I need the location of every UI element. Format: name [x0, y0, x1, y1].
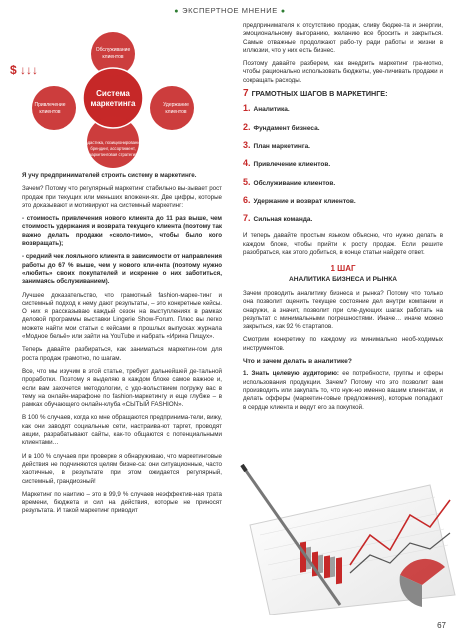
step-item: 7. Сильная команда.	[243, 213, 313, 224]
paragraph: Смотрим конкретику по каждому из минимально необ-ходимых инструментов.	[243, 336, 443, 352]
marketing-system-diagram	[4, 30, 222, 170]
step-item: 2. Фундамент бизнеса.	[243, 121, 320, 132]
right-label-2: клиентов	[165, 109, 187, 115]
step-item: 3. План маркетинга.	[243, 139, 310, 150]
steps-title-text: ГРАМОТНЫХ ШАГОВ В МАРКЕТИНГЕ:	[251, 89, 388, 99]
paragraph: Лучшее доказательство, что грамотный fashion-марке-тинг и системный подход к нему дают результаты, – это конкретные кейсы. О них я рассказываю каждый сезон на выступлениях в рамках деловой программы выставки Lingerie Show-Forum. Плюс вы легко можете найти мои статьи с кейсами в прошлых выпусках журнала «Модное бельё» или зайти на YouTube и набрать «Ирина Пищух».	[22, 291, 222, 341]
dollar-arrows-icon: $ ↓↓↓	[10, 63, 39, 77]
center-label-2: маркетинга	[90, 99, 136, 108]
section-header	[0, 6, 460, 15]
paragraph: Зачем? Потому что регулярный маркетинг стабильно вы-зывает рост продаж при текущих или меньших вложени-ях. Две цифры, которые это доказывают и мотивируют на системный маркетинг:	[22, 185, 222, 209]
top-label-1: Обслуживание	[95, 47, 131, 53]
section-title: ЭКСПЕРТНОЕ МНЕНИЕ	[182, 6, 278, 15]
center-label-1: Система	[96, 89, 130, 98]
analytics-charts-photo	[230, 455, 460, 615]
bullet-icon: ●	[280, 8, 286, 15]
steps-title	[243, 90, 443, 98]
right-column	[243, 22, 443, 417]
steps-number: 7	[243, 88, 249, 100]
step-item: 5. Обслуживание клиентов.	[243, 176, 336, 187]
paragraph: И в 100 % случаев при проверке я обнаруживаю, что маркетинговые действия не подчиняются целям бизне-са: они ситуационные, часто хаотичные, в результате при этом ожидается регулярный, системный, грандиозный!	[22, 452, 222, 485]
paragraph: 1. Знать целевую аудиторию: ее потребности, группы и сферы использования продукции. Зачем? Потому что это позволит вам производить или закупать то, что нуж-но именно вашим клиентам, и делать офферы (маркетин-говые предложения), которые попадают в сердце клиента и ведут его за покупкой.	[243, 370, 443, 411]
paragraph: Маркетинг по наитию – это в 99,9 % случаев неэффектив-ная трата времени, бюджета и сил на действия, которые не приносят результата. И такой маркетинг приводит	[22, 490, 222, 515]
paragraph: В 100 % случаев, когда ко мне обращаются предпринима-тели, вижу, как они заводят социальные сети, настраива-ют таргет, проводят акции, разрабатывают сайты, как-то общаются с потенциальными клиентами…	[22, 414, 222, 447]
question-heading: Что и зачем делать в аналитике?	[243, 358, 352, 366]
step-item: 4. Привлечение клиентов.	[243, 158, 331, 169]
section-subheading: АНАЛИТИКА БИЗНЕСА И РЫНКА	[288, 275, 398, 283]
bottom-label-2: брендинг, ассортимент,	[90, 146, 136, 151]
left-label-1: Привлечение	[34, 102, 66, 108]
paragraph: Поэтому давайте разберем, как внедрить маркетинг гра-мотно, чтобы рационально использовать бюджеты, уве-личивать продажи и сокращать расходы.	[243, 60, 443, 84]
bottom-label-3: маркетинговая стратегия	[88, 152, 138, 157]
paragraph: Зачем проводить аналитику бизнеса и рынка? Потому что только она позволит оценить текущее состояние дел внутри компании и снаружи, а значит, позволит при сле-дующих шагах работать на результат с минимальными погрешностями. Иначе… иначе можно закрыться, как 92 % стартапов.	[243, 289, 443, 331]
paragraph: - средний чек лояльного клиента в зависимости от направления работы до 67 % выше, чем у нового кли-ента (поэтому нужно «любить» своих покупателей и искренне о них заботиться, занимаясь обслуживанием).	[22, 253, 222, 286]
top-label-2: клиентов	[102, 54, 124, 60]
bottom-label-1: Кадастика, позиционирование,	[82, 140, 144, 145]
right-label-1: Удержание	[163, 102, 189, 108]
right-circle	[150, 86, 194, 130]
paragraph: - стоимость привлечения нового клиента до 11 раз выше, чем стоимость удержания и возврата текущего клиента (поэтому так важно делать продажи «сколо-тимо», чтобы было кого возвращать);	[22, 215, 222, 248]
bullet-icon: ●	[174, 8, 180, 15]
left-label-2: клиентов	[39, 109, 61, 115]
paragraph: предпринимателя к отсутствию продаж, сливу бюдже-та и энергии, эмоциональному выгоранию, желанию все бросить и закрыться. Самые отважные продолжают рабо-ту ради работы и жизни в иллюзии, что у них есть бизнес.	[243, 22, 443, 54]
page-number: 67	[437, 621, 446, 630]
paragraph: Теперь давайте разбираться, как заниматься маркетин-гом для роста продаж грамотно, по шагам.	[22, 346, 222, 362]
paragraph: Все, что мы изучим в этой статье, требует дальнейшей де-тальной проработки. Поэтому я выделяю в каждом блоке самое важное и, если вам захочется методологии, с удо-вольствием погружу вас в тему на онлайн-марафоне по fashion-маркетингу и еще глубже – в рамках обучающего онлайн-клуба «СЫТЫЙ FASHION».	[22, 367, 222, 409]
step-item: 6. Удержание и возврат клиентов.	[243, 194, 356, 205]
paragraph: Я учу предпринимателей строить систему в маркетинге.	[22, 172, 197, 179]
step-item: 1. Аналитика.	[243, 103, 290, 114]
left-column	[22, 172, 222, 521]
left-circle	[32, 86, 76, 130]
section-heading: 1 ШАГ	[330, 264, 356, 274]
paragraph: И теперь давайте простым языком объясню, что нужно делать в каждом блоке, чтобы прийти к росту продаж. Если решите разобраться, как этого добиться, в конце статьи найдете ответ.	[243, 232, 443, 257]
